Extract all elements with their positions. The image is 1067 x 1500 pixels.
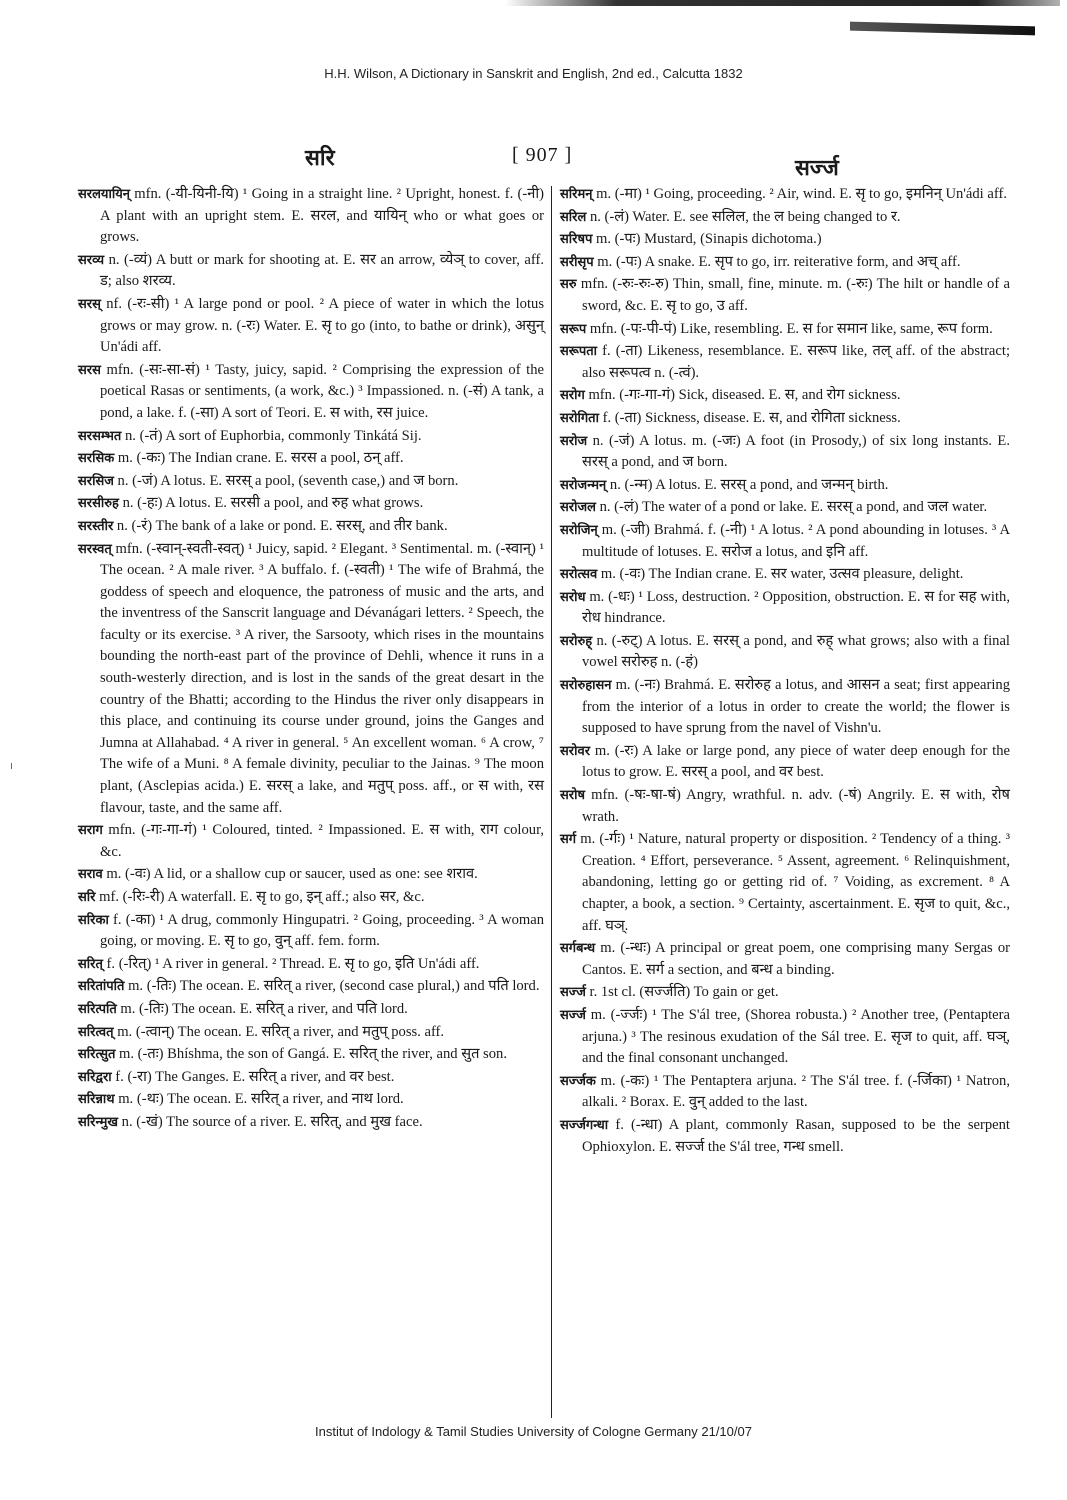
dictionary-entry (78, 887, 544, 909)
entry-headword: सरोजन्मन् (560, 477, 607, 493)
entry-headword: सरोध (560, 589, 586, 605)
dictionary-entry (78, 999, 544, 1021)
entry-definition: m. (-र्ज्जः) ¹ The S'ál tree, (Shorea robusta.) ² Another tree, (Pentaptera arjuna.) ³ The resinous exudation of the Sál tree. E. सृज to quit, aff. घञ्, and the final consonant unchanged. (582, 1006, 1010, 1067)
dictionary-entry (560, 1071, 1010, 1114)
running-head-right: सर्ज्ज (795, 155, 839, 181)
dictionary-entry (78, 954, 544, 976)
entry-definition: mfn. (-पः-पी-पं) Like, resembling. E. स for समान like, same, रूप form. (586, 320, 993, 337)
dictionary-entry (78, 910, 544, 953)
dictionary-entry (560, 520, 1010, 563)
dictionary-entry (560, 631, 1010, 674)
dictionary-entry (78, 493, 544, 515)
scan-artifact-bar (850, 22, 1035, 36)
dictionary-entry (78, 426, 544, 448)
entry-headword: सरस्तीर (78, 518, 114, 534)
entry-definition: mfn. (-सः-सा-सं) ¹ Tasty, juicy, sapid. ² Comprising the expression of the poetical Rasas or sentiments, (a work, &c.) ³ Impassioned. n. (-सं) A tank, a pond, a lake. f. (-सा) A sort of Teori. E. स with, रस juice. (100, 361, 544, 421)
entry-headword: सरलयायिन् (78, 187, 130, 202)
entry-headword: सरोजिन् (560, 522, 598, 538)
dictionary-entry (560, 741, 1010, 784)
left-column (78, 184, 544, 1135)
entry-definition: n. (-व्यं) A butt or mark for shooting at. E. सर an arrow, व्येञ् to cover, aff. ड; also शरव्य. (100, 251, 544, 290)
entry-definition: n. (-जं) A lotus. E. सरस् a pool, (seventh case,) and ज born. (113, 472, 459, 489)
entry-definition: m. (-थः) The ocean. E. सरित् a river, and नाथ lord. (114, 1091, 404, 1108)
entry-definition: m. (-मा) ¹ Going, proceeding. ² Air, wind. E. सृ to go, इमनिन् Un'ádi aff. (592, 186, 1007, 202)
entry-definition: mf. (-रिः-री) A waterfall. E. सृ to go, इन् aff.; also सर, &c. (95, 889, 425, 905)
entry-definition: m. (-रः) A lake or large pond, any piece of water deep enough for the lotus to grow. E. सरस् a pool, and वर best. (582, 742, 1010, 781)
entry-definition: n. (-खं) The source of a river. E. सरित्, and मुख face. (118, 1113, 423, 1130)
entry-definition: mfn. (-यी-यिनी-यि) ¹ Going in a straight line. ² Upright, honest. f. (-नी) A plant with an upright stem. E. सरल, and यायिन् who or what goes or grows. (100, 186, 544, 246)
entry-definition: n. (-न्म) A lotus. E. सरस् a pond, and जन्मन् birth. (606, 476, 889, 493)
dictionary-entry (78, 820, 544, 863)
entry-headword: सरोवर (560, 743, 591, 759)
entry-definition: n. (-लं) The water of a pond or lake. E. सरस् a pond, and जल water. (595, 499, 988, 516)
entry-definition: m. (-जी) Brahmá. f. (-नी) ¹ A lotus. ² A pond abounding in lotuses. ³ A multitude of lotuses. E. सरोज a lotus, and इनि aff. (582, 521, 1010, 560)
scan-speck (11, 763, 12, 769)
entry-definition: n. (-रं) The bank of a lake or pond. E. सरस्, and तीर bank. (113, 517, 448, 534)
entry-headword: सरसिक (78, 451, 115, 467)
dictionary-entry (560, 564, 1010, 586)
dictionary-entry (560, 675, 1010, 740)
entry-headword: सरोरुहासन (560, 678, 612, 694)
dictionary-entry (560, 1115, 1010, 1158)
dictionary-entry (560, 587, 1010, 630)
entry-headword: सरिद्वरा (78, 1069, 112, 1085)
dictionary-entry (560, 319, 1010, 341)
entry-definition: nf. (-रः-सी) ¹ A large pond or pool. ² A piece of water in which the lotus grows or may grow. n. (-रः) Water. E. सृ to go (into, to bathe or drink), असुन् Un'ádi aff. (100, 295, 544, 356)
dictionary-entry (78, 294, 544, 359)
entry-headword: सरीसृप (560, 254, 594, 270)
entry-definition: n. (-लं) Water. E. see सलिल, the ल being changed to र. (586, 208, 901, 225)
dictionary-entry (560, 431, 1010, 474)
entry-definition: mfn. (-षः-षा-षं) Angry, wrathful. n. adv. (-षं) Angrily. E. स with, रोष wrath. (582, 787, 1010, 825)
entry-headword: सरु (560, 277, 577, 293)
entry-headword: सर्गबन्ध (560, 941, 596, 957)
entry-definition: r. 1st cl. (सर्ज्जति) To gain or get. (585, 984, 779, 1001)
entry-definition: f. (-रित्) ¹ A river in general. ² Thread. E. सृ to go, इति Un'ádi aff. (102, 955, 480, 972)
entry-headword: सरोज (560, 433, 588, 449)
entry-headword: सरूप (560, 321, 587, 337)
entry-headword: सरित्वत् (78, 1024, 114, 1040)
entry-definition: n. (-जं) A lotus. m. (-जः) A foot (in Prosody,) of six long instants. E. सरस् a pond, and ज born. (582, 432, 1010, 471)
entry-definition: mfn. (-स्वान्-स्वती-स्वत्) ¹ Juicy, sapid. ² Elegant. ³ Sentimental. m. (-स्वान्) ¹ The ocean. ² A male river. ³ A buffalo. f. (-स्वती) ¹ The wife of Brahmá, the goddess of speech and eloquence, the patroness of music and the arts, and the inventress of the Sanscrit language and Dévanágari letters. ² Speech, the faculty or its exercise. ³ A river, the Sarsooty, which rises in the mountains bounding the north-east part of the province of Dehli, whence it runs in a south-westerly direction, and is lost in the sands of the great desart in the country of the Bhatti; according to the Hindus the river only disappears in this place, and continuing its course under ground, joins the Ganges and Jumna at Allahabad. ⁴ A river in general. ⁵ An excellent woman. ⁶ A crow, ⁷ The wife of a Muni. ⁸ A female divinity, peculiar to the Jainas. ⁹ The moon plant, (Asclepias acida.) E. सरस् a lake, and मतुप् poss. aff., or स with, रस flavour, taste, and the same aff. (100, 540, 544, 816)
dictionary-entry (560, 785, 1010, 828)
dictionary-entry (78, 976, 544, 998)
dictionary-entry (78, 360, 544, 425)
entry-headword: सरिल (560, 209, 587, 225)
entry-headword: सरिका (78, 912, 109, 928)
entry-definition: n. (-तं) A sort of Euphorbia, commonly Tinkátá Sij. (121, 427, 422, 444)
dictionary-entry (78, 1022, 544, 1044)
dictionary-entry (78, 184, 544, 249)
entry-headword: सरोजल (560, 500, 596, 516)
entry-headword: सर्ज्जगन्धा (560, 1117, 609, 1133)
entry-headword: सर्ज्ज (560, 985, 586, 1001)
page-number: [ 907 ] (512, 144, 573, 166)
entry-headword: सरित् (78, 956, 103, 972)
entry-headword: सरसीरुह (78, 496, 119, 512)
dictionary-entry (560, 829, 1010, 937)
dictionary-entry (560, 252, 1010, 274)
dictionary-entry (560, 475, 1010, 497)
dictionary-entry (560, 385, 1010, 407)
entry-definition: f. (-ता) Likeness, resemblance. E. सरूप like, तल् aff. of the abstract; also सरूपत्व n. (-त्वं). (582, 343, 1010, 381)
entry-headword: सरूपता (560, 344, 598, 360)
dictionary-entry (560, 229, 1010, 251)
entry-headword: सरोत्सव (560, 567, 598, 583)
entry-definition: m. (-नः) Brahmá. E. सरोरुह a lotus, and आसन a seat; first appearing from the interior of a lotus in order to create the world; the flower is supposed to have sprung from the navel of Vishn'u. (582, 677, 1010, 737)
dictionary-entry (560, 497, 1010, 519)
entry-definition: mfn. (-गः-गा-गं) ¹ Coloured, tinted. ² Impassioned. E. स with, राग colour, &c. (100, 822, 544, 860)
entry-definition: m. (-कः) ¹ The Pentaptera arjuna. ² The S'ál tree. f. (-र्जिका) ¹ Natron, alkali. ² Borax. E. वुन् added to the last. (582, 1072, 1010, 1111)
entry-headword: सरि (78, 890, 96, 905)
entry-definition: f. (-ता) Sickness, disease. E. स, and रोगिता sickness. (598, 409, 901, 426)
scan-artifact-bar (505, 0, 1060, 6)
entry-headword: सरोष (560, 788, 585, 804)
entry-headword: सरोग (560, 388, 585, 404)
entry-headword: सरोरुह् (560, 633, 593, 649)
source-citation: H.H. Wilson, A Dictionary in Sanskrit and English, 2nd ed., Calcutta 1832 (324, 66, 743, 81)
dictionary-entry (78, 250, 544, 293)
dictionary-entry (560, 1005, 1010, 1070)
entry-headword: सरिमन् (560, 187, 593, 202)
entry-definition: m. (-वः) The Indian crane. E. सर water, उत्सव pleasure, delight. (597, 566, 964, 583)
entry-headword: सरस् (78, 296, 101, 312)
entry-headword: सर्ज्जक (560, 1073, 596, 1089)
entry-headword: सरित्पति (78, 1001, 117, 1017)
dictionary-entry (560, 938, 1010, 981)
dictionary-entry (78, 1112, 544, 1134)
entry-definition: m. (-वः) A lid, or a shallow cup or saucer, used as one: see शराव. (102, 866, 478, 883)
entry-headword: सर्ग (560, 832, 577, 848)
dictionary-entry (78, 516, 544, 538)
dictionary-entry (78, 1067, 544, 1089)
entry-definition: m. (-तिः) The ocean. E. सरित् a river, and पति lord. (116, 1000, 408, 1017)
dictionary-entry (560, 274, 1010, 317)
entry-definition: f. (-न्धा) A plant, commonly Rasan, supposed to be the serpent Ophioxylon. E. सर्ज्ज the S'ál tree, गन्ध smell. (582, 1116, 1010, 1155)
entry-headword: सरिन्मुख (78, 1114, 119, 1130)
entry-definition: m. (-र्गः) ¹ Nature, natural property or disposition. ² Tendency of a thing. ³ Creation. ⁴ Effort, perseverance. ⁵ Assent, agreement. ⁶ Relinquishment, abandoning, letting go or getting rid of. ⁷ Voiding, as excrement. ⁸ A chapter, a book, a section. ⁹ Certainty, ascertainment. E. सृज to quit, &c., aff. घञ्. (576, 831, 1010, 934)
dictionary-entry (78, 448, 544, 470)
entry-definition: n. (-हः) A lotus. E. सरसी a pool, and रुह what grows. (118, 495, 424, 512)
entry-definition: mfn. (-गः-गा-गं) Sick, diseased. E. स, and रोग sickness. (584, 387, 901, 404)
entry-definition: m. (-पः) Mustard, (Sinapis dichotoma.) (592, 231, 822, 248)
entry-definition: m. (-तिः) The ocean. E. सरित् a river, (second case plural,) and पति lord. (124, 978, 540, 995)
entry-headword: सरोगिता (560, 410, 599, 426)
footer-credit: Institut of Indology & Tamil Studies University of Cologne Germany 21/10/07 (315, 1424, 752, 1439)
entry-headword: सरस्वत् (78, 541, 112, 557)
entry-headword: सराग (78, 823, 103, 839)
entry-definition: mfn. (-रुः-रुः-रु) Thin, small, fine, minute. m. (-रुः) The hilt or handle of a sword, &c. E. सृ to go, उ aff. (576, 276, 1010, 314)
entry-definition: m. (-कः) The Indian crane. E. सरस a pool, ठन् aff. (114, 450, 404, 467)
right-column (560, 184, 1010, 1159)
entry-definition: n. (-रुट्) A lotus. E. सरस् a pond, and रुह् what grows; also with a final vowel सरोरुह n. (-हं) (582, 632, 1010, 671)
entry-headword: सरसिज (78, 473, 114, 489)
dictionary-entry (78, 539, 544, 820)
entry-headword: सरिषप (560, 232, 593, 248)
entry-headword: सरव्य (78, 252, 105, 268)
dictionary-entry (560, 184, 1010, 206)
running-head-left: सरि (305, 145, 335, 171)
entry-definition: m. (-न्धः) A principal or great poem, one comprising many Sergas or Cantos. E. सर्ग a section, and बन्ध a binding. (582, 940, 1010, 978)
entry-definition: m. (-तः) Bhíshma, the son of Gangá. E. सरित् the river, and सुत son. (115, 1046, 507, 1063)
dictionary-entry (560, 982, 1010, 1004)
dictionary-entry (560, 408, 1010, 430)
entry-definition: m. (-पः) A snake. E. सृप to go, irr. reiterative form, and अच् aff. (593, 253, 961, 270)
entry-headword: सराव (78, 867, 103, 883)
dictionary-entry (560, 341, 1010, 384)
entry-headword: सरसम्भत (78, 428, 122, 444)
entry-definition: f. (-का) ¹ A drug, commonly Hingupatri. ² Going, proceeding. ³ A woman going, or moving. E. सृ to go, वुन् aff. fem. form. (100, 911, 544, 950)
dictionary-entry (78, 1089, 544, 1111)
entry-definition: m. (-धः) ¹ Loss, destruction. ² Opposition, obstruction. E. स for सह with, रोध hindrance. (582, 588, 1010, 627)
entry-definition: m. (-त्वान्) The ocean. E. सरित् a river, and मतुप् poss. aff. (113, 1023, 445, 1040)
entry-headword: सरस (78, 362, 101, 378)
entry-headword: सरिन्नाथ (78, 1092, 115, 1108)
entry-headword: सर्ज्ज (560, 1007, 586, 1023)
dictionary-entry (78, 864, 544, 886)
entry-headword: सरित्सुत (78, 1047, 116, 1063)
entry-definition: f. (-रा) The Ganges. E. सरित् a river, and वर best. (111, 1068, 395, 1085)
dictionary-entry (78, 1044, 544, 1066)
entry-headword: सरितांपति (78, 979, 125, 995)
dictionary-entry (78, 471, 544, 493)
column-divider (551, 186, 552, 1418)
dictionary-entry (560, 207, 1010, 229)
